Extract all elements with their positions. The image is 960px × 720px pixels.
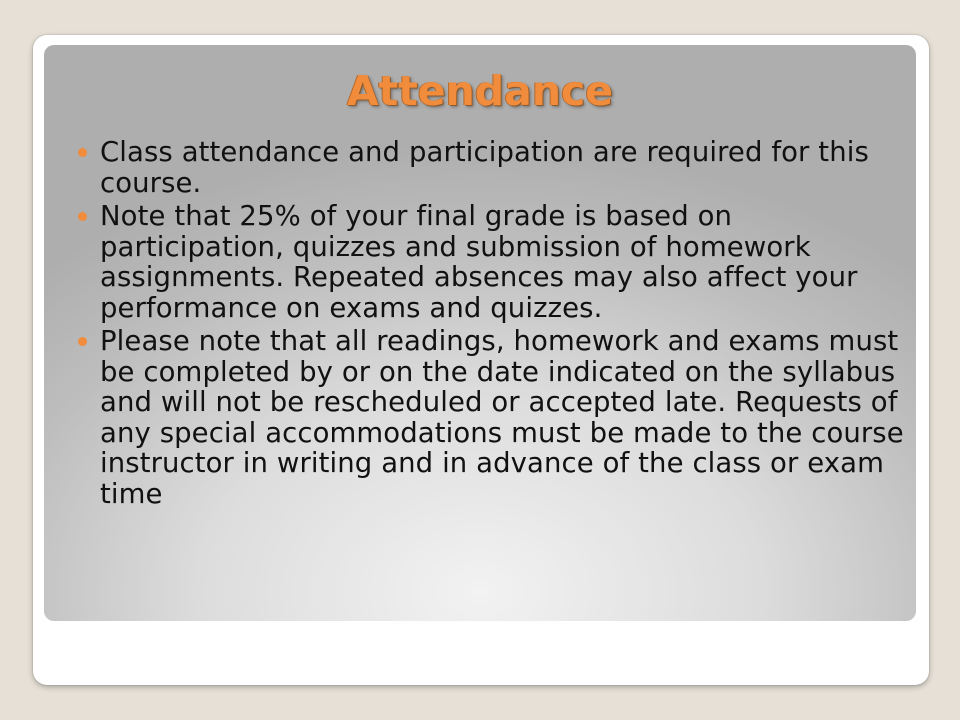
slide-title: Attendance (346, 67, 614, 115)
slide-frame (33, 35, 929, 685)
bullet-list (100, 137, 910, 512)
content-panel (44, 45, 916, 621)
bullet-dot-icon (78, 212, 87, 221)
bullet-text: Note that 25% of your final grade is based on participation, quizzes and submission of homework assignments. Repeated absences may also affect your performance on exams and quizzes. (100, 200, 858, 324)
bullet-dot-icon (78, 337, 87, 346)
bullet-text: Please note that all readings, homework and exams must be completed by or on the date indicated on the syllabus and will not be rescheduled or accepted late. Requests of any special accommodations must be made to the course instructor in writing and in advance of the class or exam time (100, 325, 904, 510)
bullet-item-grade-participation (100, 201, 910, 323)
bullet-item-attendance-required (100, 137, 910, 198)
bullet-dot-icon (78, 148, 87, 157)
bullet-text: Class attendance and participation are required for this course. (100, 136, 869, 199)
bullet-item-deadlines (100, 326, 910, 509)
